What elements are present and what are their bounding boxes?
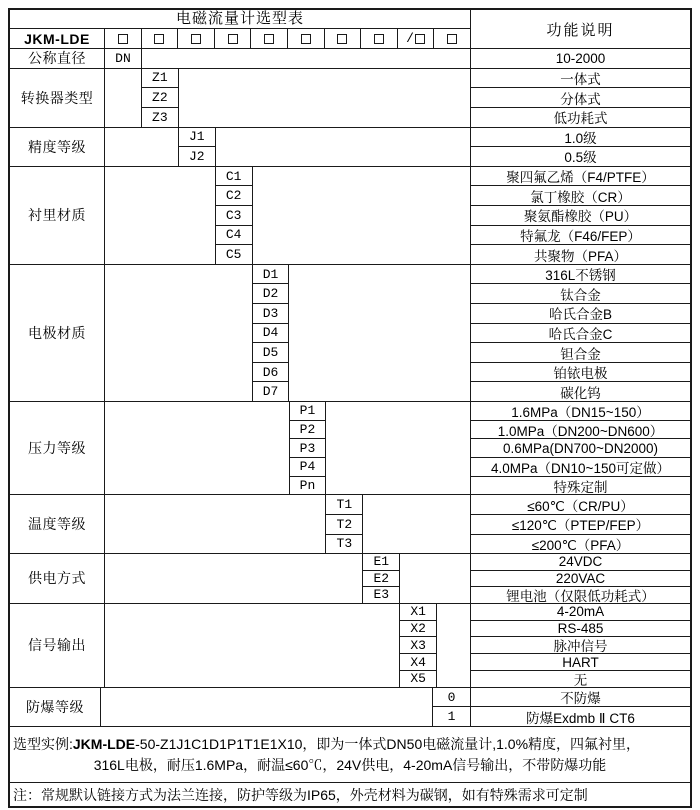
model-code-box-cell [142,29,179,48]
desc-cell: 0.5级 [564,150,597,166]
code-cell: C2 [216,186,252,206]
desc-cell: ≤120℃（PTEP/FEP） [471,515,690,535]
code-cell: E2 [363,571,399,588]
code-cell: P2 [290,421,326,440]
code-column-temperature-rating [326,495,363,553]
code-cell: E1 [363,554,399,571]
example-line-1 [13,734,687,755]
spec-sections [10,48,690,726]
section-signal-output [10,603,690,687]
desc-column-temperature-rating [470,495,690,553]
example-model-code: JKM-LDE [72,735,136,752]
code-column-converter-type [142,69,179,127]
code-cell: Z3 [152,109,168,125]
desc-cell: HART [471,654,690,671]
code-cell: Z2 [142,88,178,108]
checkbox-icon [191,34,201,44]
example-line-2: 316L电极，耐压1.6MPa，耐温≤60℃，24V供电，4-20mA信号输出，不带防爆功能 [93,756,607,773]
section-nominal-diameter [10,48,690,68]
desc-cell: 特殊定制 [553,479,608,495]
checkbox-icon [118,34,128,44]
section-label-electrode-material: 电极材质 [10,265,105,401]
desc-cell: 1.6MPa（DN15~150） [471,402,690,421]
desc-cell: 220VAC [471,571,690,588]
code-column-accuracy-class [179,128,216,166]
desc-cell: RS-485 [471,621,690,638]
section-temperature-rating [10,494,690,553]
model-code-box-cell [288,29,325,48]
desc-cell: 一体式 [471,69,690,89]
desc-cell: 哈氏合金B [471,304,690,324]
desc-cell: 0.6MPa(DN700~DN2000) [471,439,690,458]
section-label-power-supply: 供电方式 [10,554,105,603]
table-header [10,10,690,48]
example-rest: -50-Z1J1C1D1P1T1E1X10，即为一体式DN50电磁流量计,1.0%精度，四氟衬里， [135,735,641,752]
desc-cell: 不防爆 [471,688,690,708]
empty-cell [105,402,290,494]
code-cell: T2 [326,515,362,535]
header-left-block [10,10,470,48]
function-column-header: 功能说明 [470,10,690,48]
checkbox-icon [447,34,457,44]
desc-cell: 316L不锈钢 [471,265,690,285]
code-column-nominal-diameter [105,49,142,68]
code-column-lining-material [216,167,253,264]
code-cell: X2 [400,621,436,638]
code-column-signal-output [400,604,437,687]
checkbox-icon [154,34,164,44]
section-converter-type [10,68,690,127]
section-label-converter-type: 转换器类型 [10,69,105,127]
desc-column-electrode-material [470,265,690,401]
code-cell: D2 [253,284,289,304]
checkbox-icon [374,34,384,44]
desc-column-power-supply [470,554,690,603]
empty-cell [363,495,470,553]
checkbox-icon [337,34,347,44]
code-cell: T1 [326,495,362,515]
code-cell: DN [115,50,131,66]
example-label: 选型实例: [13,735,73,752]
code-column-electrode-material [253,265,290,401]
code-cell: C4 [216,226,252,246]
section-label-pressure-rating: 压力等级 [10,402,105,494]
desc-cell: 1.0MPa（DN200~DN600） [471,421,690,440]
empty-cell [142,49,470,68]
code-cell: P3 [290,439,326,458]
code-cell: 0 [433,688,470,708]
code-column-explosion-proof [433,688,470,726]
empty-cell [253,167,470,264]
slash-mark: / [406,31,414,46]
desc-column-lining-material [470,167,690,264]
desc-cell: ≤60℃（CR/PU） [471,495,690,515]
empty-cell [216,128,470,166]
code-cell: X5 [410,671,426,687]
desc-cell: 聚四氟乙烯（F4/PTFE） [471,167,690,187]
model-code-box-cell [361,29,398,48]
model-code-box-cell [398,29,435,48]
desc-column-nominal-diameter [470,49,690,68]
code-cell: D5 [253,343,289,363]
section-power-supply [10,553,690,603]
section-label-explosion-proof: 防爆等级 [10,688,101,726]
empty-cell [289,265,470,401]
model-code-box-cell [178,29,215,48]
section-label-temperature-rating: 温度等级 [10,495,105,553]
code-cell: X4 [400,654,436,671]
selection-example-block [10,726,690,782]
empty-cell [105,495,326,553]
desc-cell: 4-20mA [471,604,690,621]
model-code-box-cell [434,29,470,48]
code-cell: E3 [373,587,390,603]
code-cell: J1 [179,128,215,148]
footnote: 注：常规默认链接方式为法兰连接，防护等级为IP65，外壳材料为碳钢，如有特殊需求可定制 [10,782,690,806]
desc-cell: 碳化钨 [560,385,601,401]
desc-column-accuracy-class [470,128,690,166]
checkbox-icon [264,34,274,44]
empty-cell [326,402,470,494]
desc-cell: 钽合金 [471,343,690,363]
section-electrode-material [10,264,690,401]
desc-column-converter-type [470,69,690,127]
code-cell: D1 [253,265,289,285]
desc-cell: 10-2000 [555,50,606,66]
desc-column-explosion-proof [470,688,690,726]
empty-cell [105,128,179,166]
checkbox-icon [415,34,425,44]
selection-table [8,8,692,808]
section-label-nominal-diameter: 公称直径 [10,49,105,68]
model-code-box-cell [105,29,142,48]
empty-cell [105,69,142,127]
desc-column-pressure-rating [470,402,690,494]
desc-cell: 低功耗式 [553,111,608,127]
code-cell: D4 [253,324,289,344]
desc-cell: 聚氨酯橡胶（PU） [471,206,690,226]
code-column-pressure-rating [290,402,327,494]
code-cell: P1 [290,402,326,421]
code-cell: C5 [225,246,242,262]
code-cell: X3 [400,637,436,654]
desc-cell: 24VDC [471,554,690,571]
empty-cell [105,167,216,264]
empty-cell [101,688,433,726]
desc-cell: 脉冲信号 [471,637,690,654]
code-cell: T3 [336,536,353,552]
empty-cell [105,265,253,401]
desc-cell: 铂铱电极 [471,363,690,383]
section-pressure-rating [10,401,690,494]
code-column-power-supply [363,554,400,603]
empty-cell [400,554,470,603]
checkbox-icon [301,34,311,44]
desc-cell: 氯丁橡胶（CR） [471,186,690,206]
code-cell: Pn [299,478,316,494]
code-cell: J2 [188,148,205,164]
empty-cell [105,604,400,687]
section-label-lining-material: 衬里材质 [10,167,105,264]
desc-cell: ≤200℃（PFA） [531,537,630,553]
code-cell: D3 [253,304,289,324]
empty-cell [105,554,363,603]
model-code-box-cell [215,29,252,48]
desc-cell: 4.0MPa（DN10~150可定做） [471,458,690,477]
section-label-accuracy-class: 精度等级 [10,128,105,166]
code-cell: 1 [447,709,456,725]
code-cell: D7 [262,384,279,400]
model-code-box-cell [325,29,362,48]
desc-cell: 无 [573,672,588,688]
model-prefix-label: JKM-LDE [10,29,105,48]
desc-cell: 特氟龙（F46/FEP） [471,226,690,246]
desc-cell: 锂电池（仅限低功耗式） [506,588,655,604]
desc-cell: 分体式 [471,88,690,108]
model-code-box-cell [251,29,288,48]
code-cell: P4 [290,458,326,477]
model-code-row [10,29,470,48]
desc-cell: 防爆Exdmb Ⅱ CT6 [526,710,635,726]
section-accuracy-class [10,127,690,166]
empty-cell [437,604,470,687]
code-cell: D6 [253,363,289,383]
code-cell: C3 [216,206,252,226]
section-label-signal-output: 信号输出 [10,604,105,687]
code-cell: Z1 [142,69,178,89]
desc-cell: 钛合金 [471,284,690,304]
desc-cell: 哈氏合金C [471,324,690,344]
code-cell: X1 [400,604,436,621]
desc-cell: 共聚物（PFA） [533,248,627,264]
desc-column-signal-output [470,604,690,687]
code-cell: C1 [216,167,252,187]
empty-cell [179,69,470,127]
desc-cell: 1.0级 [471,128,690,148]
section-explosion-proof [10,687,690,726]
page-title: 电磁流量计选型表 [10,10,470,29]
section-lining-material [10,166,690,264]
checkbox-icon [228,34,238,44]
